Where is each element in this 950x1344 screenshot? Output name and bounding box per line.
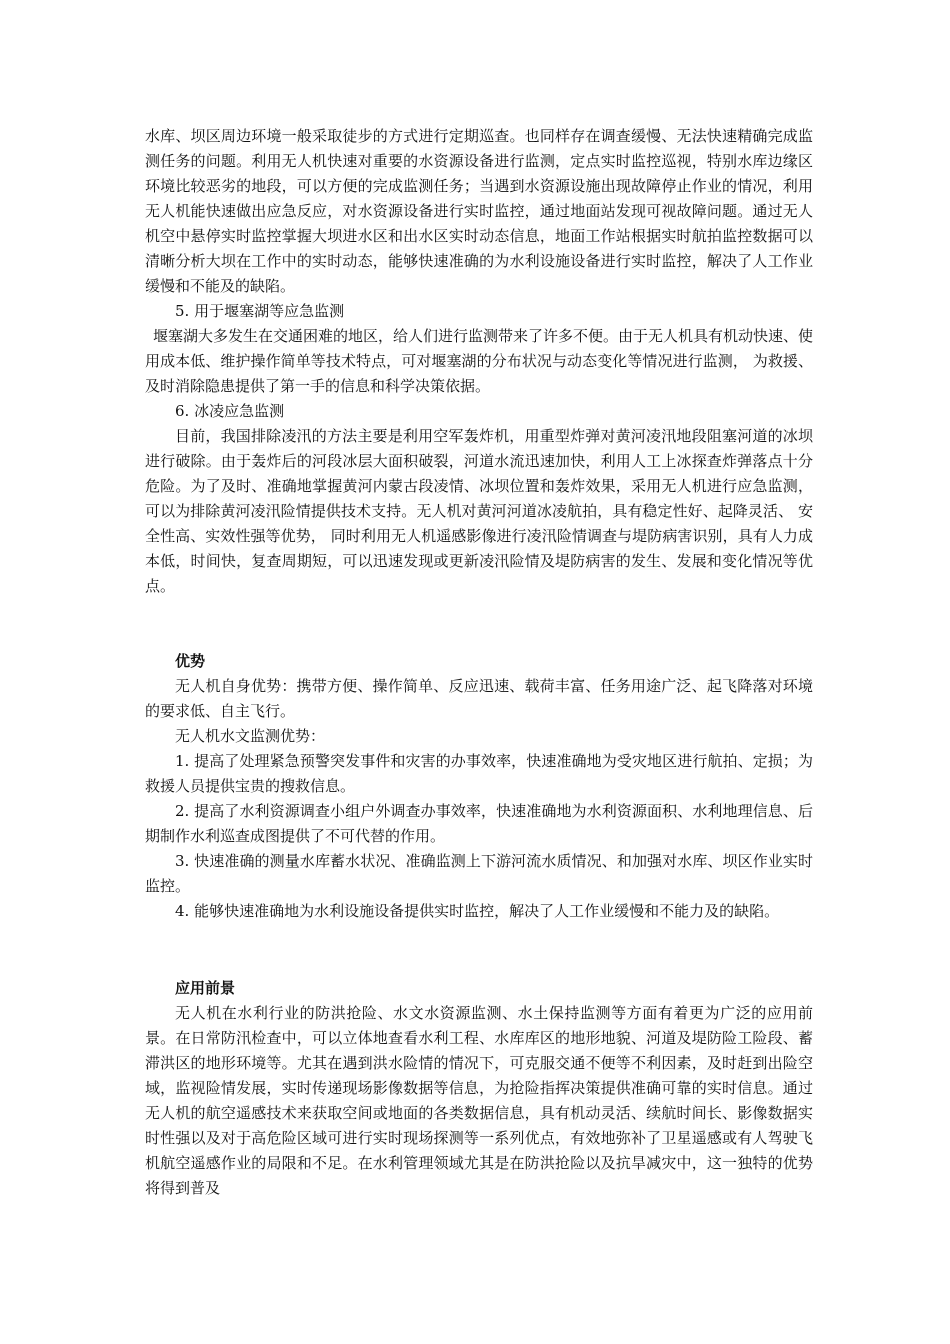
reservoir-monitoring-paragraph: 水库、坝区周边环境一般采取徒步的方式进行定期巡查。也同样存在调查缓慢、无法快速精确完成监测任务的问题。利用无人机快速对重要的水资源设备进行监测，定点实时监控巡视，特别水库边缘区环境比较恶劣的地段，可以方便的完成监测任务；当遇到水资源设施出现故障停止作业的情况，利用无人机能快速做出应急反应，对水资源设备进行实时监控，通过地面站发现可视故障问题。通过无人机空中悬停实时监控掌握大坝进水区和出水区实时动态信息，地面工作站根据实时航拍监控数据可以清晰分析大坝在工作中的实时动态，能够快速准确的为水利设施设备进行实时监控，解决了人工作业缓慢和不能及的缺陷。 bbox=[145, 127, 813, 295]
document-page bbox=[145, 124, 813, 1201]
uav-own-advantages-paragraph: 无人机自身优势：携带方便、操作简单、反应迅速、载荷丰富、任务用途广泛、起飞降落对环境的要求低、自主飞行。 bbox=[145, 677, 813, 720]
section-spacer bbox=[145, 924, 813, 976]
advantage-item-2: 2. 提高了水利资源调查小组户外调查办事效率，快速准确地为水利资源面积、水利地理信息、后期制作水利巡查成图提供了不可代替的作用。 bbox=[145, 802, 813, 845]
advantage-item-4: 4. 能够快速准确地为水利设施设备提供实时监控，解决了人工作业缓慢和不能力及的缺陷。 bbox=[175, 902, 780, 920]
ice-monitoring-paragraph: 目前，我国排除凌汛的方法主要是利用空军轰炸机，用重型炸弹对黄河凌汛地段阻塞河道的冰坝进行破除。由于轰炸后的河段冰层大面积破裂，河道水流迅速加快，利用人工上冰探查炸弹落点十分危险。为了及时、准确地掌握黄河内蒙古段凌情、冰坝位置和轰炸效果，采用无人机进行应急监测，可以为排除黄河凌汛险情提供技术支持。无人机对黄河河道冰凌航拍，具有稳定性好、起降灵活、 安全性高、实效性强等优势， 同时利用无人机遥感影像进行凌汛险情调查与堤防病害识别，具有人力成本低，时间快，复查周期短，可以迅速发现或更新凌汛险情及堤防病害的发生、发展和变化情况等优点。 bbox=[145, 427, 813, 595]
advantage-item-3: 3. 快速准确的测量水库蓄水状况、准确监测上下游河流水质情况、和加强对水库、坝区作业实时监控。 bbox=[145, 852, 813, 895]
barrier-lake-heading: 5. 用于堰塞湖等应急监测 bbox=[175, 302, 345, 320]
prospects-title: 应用前景 bbox=[175, 979, 236, 997]
advantages-title: 优势 bbox=[175, 652, 206, 670]
ice-monitoring-heading: 6. 冰凌应急监测 bbox=[175, 402, 285, 420]
barrier-lake-paragraph: 堰塞湖大多发生在交通困难的地区，给人们进行监测带来了许多不便。由于无人机具有机动快速、使用成本低、维护操作简单等技术特点，可对堰塞湖的分布状况与动态变化等情况进行监测， 为救援、及时消除隐患提供了第一手的信息和科学决策依据。 bbox=[145, 327, 814, 395]
advantage-item-1: 1. 提高了处理紧急预警突发事件和灾害的办事效率，快速准确地为受灾地区进行航拍、定损；为救援人员提供宝贵的搜救信息。 bbox=[145, 752, 813, 795]
prospects-paragraph: 无人机在水利行业的防洪抢险、水文水资源监测、水土保持监测等方面有着更为广泛的应用前景。在日常防汛检查中，可以立体地查看水利工程、水库库区的地形地貌、河道及堤防险工险段、蓄滞洪区的地形环境等。尤其在遇到洪水险情的情况下，可克服交通不便等不利因素，及时赶到出险空域，监视险情发展，实时传递现场影像数据等信息，为抢险指挥决策提供准确可靠的实时信息。通过无人机的航空遥感技术来获取空间或地面的各类数据信息，具有机动灵活、续航时间长、影像数据实时性强以及对于高危险区域可进行实时现场探测等一系列优点，有效地弥补了卫星遥感或有人驾驶飞机航空遥感作业的局限和不足。在水利管理领域尤其是在防洪抢险以及抗旱减灾中，这一独特的优势将得到普及 bbox=[145, 1004, 813, 1197]
section-spacer bbox=[145, 599, 813, 649]
hydro-advantages-label: 无人机水文监测优势： bbox=[175, 727, 326, 745]
